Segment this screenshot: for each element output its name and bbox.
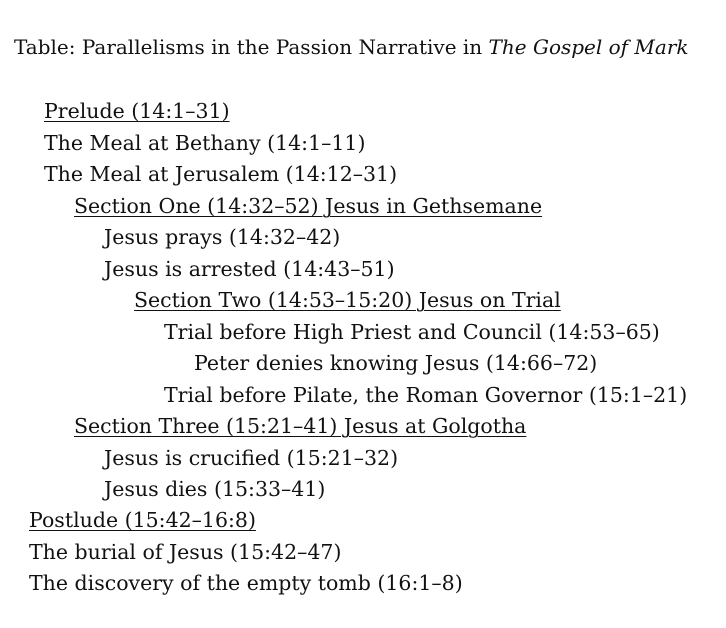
outline-heading-prelude: Prelude (14:1–31) [44, 99, 230, 123]
outline-heading-postlude: Postlude (15:42–16:8) [29, 508, 256, 532]
table-title-prefix: Table: Parallelisms in the Passion Narrative in [14, 35, 489, 59]
table-title [14, 34, 689, 60]
outline-item-peter-denies: Peter denies knowing Jesus (14:66–72) [194, 351, 598, 375]
outline-item-jesus-crucified: Jesus is crucified (15:21–32) [104, 446, 399, 470]
outline-heading-section-two: Section Two (14:53–15:20) Jesus on Trial [134, 288, 561, 312]
outline-heading-section-three: Section Three (15:21–41) Jesus at Golgotha [74, 414, 527, 438]
outline-item-jesus-prays: Jesus prays (14:32–42) [104, 225, 341, 249]
outline-item-burial: The burial of Jesus (15:42–47) [29, 540, 342, 564]
outline-item-empty-tomb: The discovery of the empty tomb (16:1–8) [29, 571, 463, 595]
outline-item-jesus-arrested: Jesus is arrested (14:43–51) [104, 257, 395, 281]
outline-item-meal-jerusalem: The Meal at Jerusalem (14:12–31) [44, 162, 398, 186]
outline-item-jesus-dies: Jesus dies (15:33–41) [104, 477, 326, 501]
outline-item-meal-bethany: The Meal at Bethany (14:1–11) [44, 131, 366, 155]
outline-heading-section-one: Section One (14:32–52) Jesus in Gethsemane [74, 194, 543, 218]
outline-item-trial-pilate: Trial before Pilate, the Roman Governor (15:1–21) [164, 383, 688, 407]
outline-item-trial-high-priest: Trial before High Priest and Council (14:53–65) [164, 320, 660, 344]
table-title-book: The Gospel of Mark [488, 35, 689, 59]
